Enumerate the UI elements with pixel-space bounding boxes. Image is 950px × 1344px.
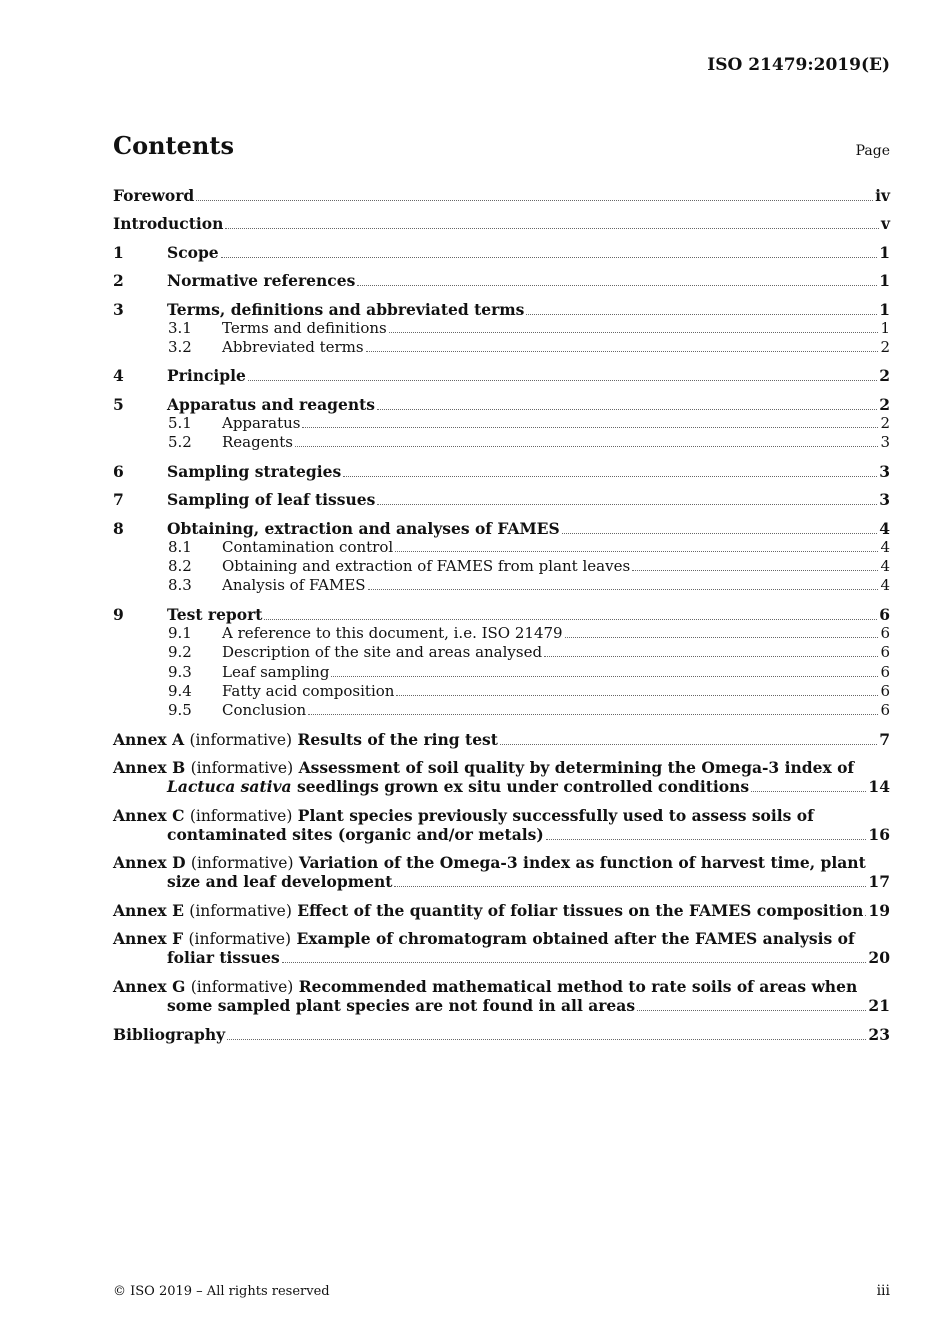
- toc-entry-2[interactable]: 2 Normative references 1: [113, 271, 890, 290]
- toc-entry-introduction[interactable]: Introduction v: [113, 214, 890, 233]
- toc-entry-8-3[interactable]: 8.3 Analysis of FAMES 4: [168, 576, 890, 594]
- toc-entry-9-4[interactable]: 9.4 Fatty acid composition 6: [168, 682, 890, 700]
- toc-entry-foreword[interactable]: Foreword iv: [113, 186, 890, 205]
- toc-entry-6[interactable]: 6 Sampling strategies 3: [113, 462, 890, 481]
- toc-entry-7[interactable]: 7 Sampling of leaf tissues 3: [113, 490, 890, 509]
- page-title: Contents: [113, 131, 234, 160]
- toc-entry-8-2[interactable]: 8.2 Obtaining and extraction of FAMES from plant leaves 4: [168, 557, 890, 575]
- toc-entry-5-1[interactable]: 5.1 Apparatus 2: [168, 414, 890, 432]
- toc-entry-5-2[interactable]: 5.2 Reagents 3: [168, 433, 890, 451]
- standard-id: ISO 21479:2019(E): [707, 55, 890, 75]
- toc-entry-9-3[interactable]: 9.3 Leaf sampling 6: [168, 663, 890, 681]
- toc-entry-4[interactable]: 4 Principle 2: [113, 366, 890, 385]
- toc-entry-annex-b[interactable]: Annex B (informative) Assessment of soil quality by determining the Omega-3 index of Lactuca sativa seedlings grown ex situ under controlled conditions 14: [113, 758, 890, 796]
- toc-entry-9-2[interactable]: 9.2 Description of the site and areas analysed 6: [168, 643, 890, 661]
- page-column-label: Page: [855, 143, 890, 159]
- toc-entry-3[interactable]: 3 Terms, definitions and abbreviated terms 1: [113, 300, 890, 319]
- toc-entry-3-1[interactable]: 3.1 Terms and definitions 1: [168, 319, 890, 337]
- copyright-notice: © ISO 2019 – All rights reserved: [113, 1284, 330, 1299]
- toc-entry-8[interactable]: 8 Obtaining, extraction and analyses of FAMES 4: [113, 519, 890, 538]
- toc-entry-3-2[interactable]: 3.2 Abbreviated terms 2: [168, 338, 890, 356]
- toc-entry-9-5[interactable]: 9.5 Conclusion 6: [168, 701, 890, 719]
- toc-entry-8-1[interactable]: 8.1 Contamination control 4: [168, 538, 890, 556]
- toc-entry-9[interactable]: 9 Test report 6: [113, 605, 890, 624]
- toc-entry-annex-e[interactable]: Annex E (informative) Effect of the quantity of foliar tissues on the FAMES composition 19: [113, 901, 890, 920]
- toc-entry-annex-g[interactable]: Annex G (informative) Recommended mathematical method to rate soils of areas when some sampled plant species are not found in all areas 21: [113, 977, 890, 1015]
- toc-entry-bibliography[interactable]: Bibliography 23: [113, 1025, 890, 1044]
- toc-entry-annex-d[interactable]: Annex D (informative) Variation of the Omega-3 index as function of harvest time, plant size and leaf development 17: [113, 853, 890, 891]
- toc-entry-5[interactable]: 5 Apparatus and reagents 2: [113, 395, 890, 414]
- toc-entry-9-1[interactable]: 9.1 A reference to this document, i.e. ISO 21479 6: [168, 624, 890, 642]
- page-number: iii: [876, 1283, 890, 1299]
- toc-entry-annex-f[interactable]: Annex F (informative) Example of chromatogram obtained after the FAMES analysis of foliar tissues 20: [113, 929, 890, 967]
- toc-entry-1[interactable]: 1 Scope 1: [113, 243, 890, 262]
- toc-entry-annex-a[interactable]: Annex A (informative) Results of the ring test 7: [113, 730, 890, 749]
- toc-entry-annex-c[interactable]: Annex C (informative) Plant species previously successfully used to assess soils of contaminated sites (organic and/or metals) 16: [113, 806, 890, 844]
